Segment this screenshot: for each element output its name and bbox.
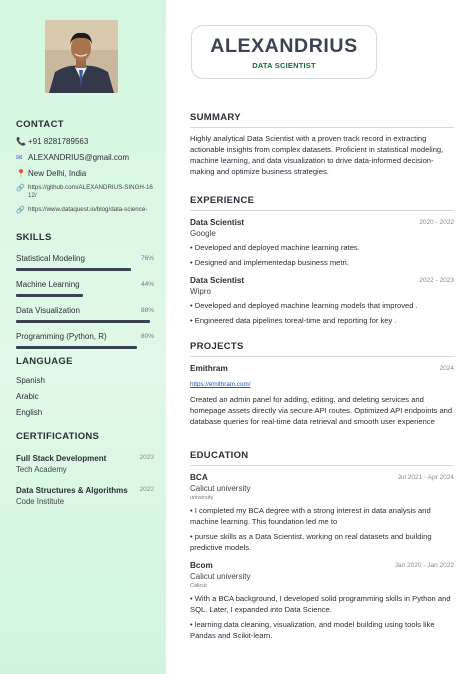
experience-heading: EXPERIENCE — [190, 195, 454, 211]
avatar-image — [45, 20, 118, 93]
education-bullet: • learning data cleaning, visualization, and model building using tools like Pandas and Scikit-learn. — [190, 620, 435, 640]
education-bullet: • I completed my BCA degree with a strong interest in data analysis and machine learning. This foundation led me to — [190, 506, 431, 526]
education-note: Calicut — [190, 583, 207, 589]
cert-org: Code Institute — [16, 497, 65, 506]
summary-text: Highly analytical Data Scientist with a proven track record in extracting actionable insights from complex datasets. Proficient in statistical modeling, machine learning, and data visualization to drive data-informed decision-making and optimize business strategies. — [190, 134, 444, 176]
skills-section — [16, 232, 154, 349]
projects-section — [190, 341, 454, 427]
skill-bar — [16, 268, 154, 271]
email-icon: ✉ — [16, 153, 23, 162]
skill-name: Programming (Python, R) — [16, 332, 107, 341]
language-heading: LANGUAGE — [16, 356, 73, 367]
language-item: English — [16, 408, 43, 417]
skill-name: Data Visualization — [16, 306, 80, 315]
project-year: 2024 — [439, 365, 454, 372]
cert-year: 2022 — [139, 486, 154, 493]
contact-email[interactable] — [16, 153, 154, 163]
skill-bar — [16, 294, 154, 297]
profile-photo — [45, 20, 118, 93]
contact-location — [16, 169, 154, 179]
experience-date: 2022 - 2023 — [419, 277, 454, 284]
summary-heading: SUMMARY — [190, 112, 454, 128]
skill-percent: 76% — [140, 255, 154, 262]
education-school: Calicut university — [190, 484, 251, 493]
project-item — [190, 364, 454, 427]
skill-percent: 80% — [140, 333, 154, 340]
skill-item — [16, 254, 154, 271]
language-item: Spanish — [16, 376, 45, 385]
name-header-card — [191, 25, 377, 79]
cert-title: Full Stack Development — [16, 454, 107, 463]
education-item — [190, 561, 454, 641]
skill-item — [16, 280, 154, 297]
project-description: Created an admin panel for adding, editing, and deleting services and homepage assets directly via secure API routes. Optimized API endpoints and database queries for real-time data retrieval and smooth user experience — [190, 395, 453, 426]
full-name: ALEXANDRIUS — [210, 35, 358, 57]
cert-org: Tech Academy — [16, 465, 67, 474]
experience-bullet: • Developed and deployed machine learning rates. — [190, 243, 360, 252]
location-pin-icon: 📍 — [16, 169, 26, 178]
skill-bar-fill — [16, 346, 137, 349]
contact-blog[interactable] — [16, 206, 154, 215]
experience-section — [190, 195, 454, 326]
education-degree: BCA — [190, 473, 208, 482]
skill-bar-fill — [16, 294, 83, 297]
experience-date: 2020 - 2022 — [419, 219, 454, 226]
job-title: DATA SCIENTIST — [252, 61, 316, 70]
skill-item — [16, 306, 154, 323]
education-date: Jan 2020 - Jan 2022 — [394, 562, 454, 569]
skills-heading: SKILLS — [16, 232, 52, 243]
skill-bar-fill — [16, 320, 150, 323]
certification-item — [16, 454, 154, 474]
language-section — [16, 356, 154, 417]
experience-item — [190, 218, 454, 268]
github-link[interactable]: https://github.com/ALEXANDRIUS-SINGH-1612/ — [28, 184, 153, 200]
project-link[interactable]: https://emithram.com/ — [190, 381, 251, 388]
cert-year: 2023 — [139, 454, 154, 461]
skill-name: Statistical Modeling — [16, 254, 85, 263]
certification-item — [16, 486, 154, 506]
skill-bar — [16, 320, 154, 323]
cert-title: Data Structures & Algorithms — [16, 486, 128, 495]
contact-phone[interactable] — [16, 137, 154, 147]
skill-percent: 88% — [140, 307, 154, 314]
education-heading: EDUCATION — [190, 450, 454, 466]
education-bullet: • pursue skills as a Data Scientist, working on real datasets and building predictive models. — [190, 532, 432, 552]
link-icon: 🔗 — [16, 185, 25, 192]
experience-bullet: • Developed and deployed machine learning models that improved . — [190, 301, 418, 310]
contact-github[interactable] — [16, 184, 154, 201]
phone-icon: 📞 — [16, 137, 26, 146]
location-text: New Delhi, India — [28, 169, 87, 178]
email-text: ALEXANDRIUS@gmail.com — [28, 153, 130, 162]
education-school: Calicut university — [190, 572, 251, 581]
experience-company: Wipro — [190, 287, 211, 296]
skill-bar — [16, 346, 154, 349]
skill-item — [16, 332, 154, 349]
experience-title: Data Scientist — [190, 276, 245, 285]
education-note: university — [190, 495, 214, 501]
contact-section — [16, 119, 154, 215]
education-item — [190, 473, 454, 553]
certifications-section — [16, 431, 154, 506]
education-bullet: • With a BCA background, I developed solid programming skills in Python and SQL. Later, I expanded into Data Science. — [190, 594, 451, 614]
education-degree: Bcom — [190, 561, 213, 570]
experience-item — [190, 276, 454, 326]
project-title: Emithram — [190, 364, 228, 373]
projects-heading: PROJECTS — [190, 341, 454, 357]
phone-text: +91 8281789563 — [28, 137, 89, 146]
contact-heading: CONTACT — [16, 119, 64, 130]
certifications-heading: CERTIFICATIONS — [16, 431, 100, 442]
skill-name: Machine Learning — [16, 280, 80, 289]
experience-title: Data Scientist — [190, 218, 245, 227]
experience-company: Google — [190, 229, 216, 238]
skill-percent: 44% — [140, 281, 154, 288]
experience-bullet: • Engineered data pipelines toreal-time and reporting for key . — [190, 316, 397, 325]
education-date: Jul 2021 - Apr 2024 — [397, 474, 454, 481]
link-icon: 🔗 — [16, 206, 25, 214]
language-item: Arabic — [16, 392, 39, 401]
summary-section — [190, 112, 454, 177]
blog-link[interactable]: https://www.dataquest.io/blog/data-science- — [28, 205, 148, 213]
experience-bullet: • Designed and implementedap business metri. — [190, 258, 349, 267]
education-section — [190, 450, 454, 641]
skill-bar-fill — [16, 268, 131, 271]
